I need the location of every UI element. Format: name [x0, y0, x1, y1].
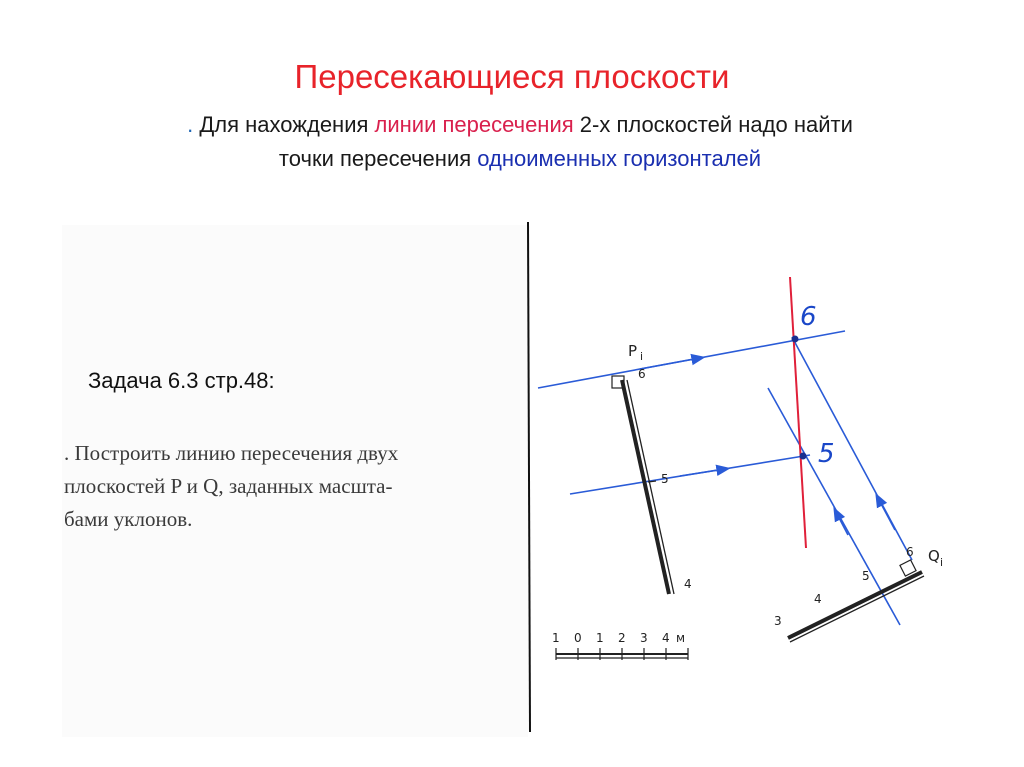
- scale-label-unit: м: [676, 631, 686, 645]
- task-label: Задача 6.3 стр.48:: [88, 368, 275, 393]
- scale-label-4: 4: [662, 631, 670, 645]
- subtitle-line2-pre: точки пересечения: [278, 146, 478, 171]
- q-mark-3: 3: [774, 614, 782, 628]
- plane-q-label: Q: [928, 547, 940, 565]
- horizontal-5-arrow: [680, 469, 725, 476]
- p-mark-4: 4: [684, 577, 692, 591]
- q-slope-scale: [788, 572, 922, 638]
- p-mark-6: 6: [638, 367, 646, 381]
- subtitle-line1-pre: Для нахождения: [199, 112, 375, 137]
- intersection-label-5: 5: [818, 439, 835, 469]
- p-mark-5: 5: [661, 472, 669, 486]
- q-right-angle-marker: [900, 560, 916, 576]
- divider-line: [528, 222, 530, 732]
- task-text-line3: бами уклонов.: [64, 507, 193, 531]
- q-mark-5: 5: [862, 569, 870, 583]
- plane-q-subscript: i: [940, 556, 944, 569]
- subtitle-highlight-intersection-line: линии пересечения: [374, 112, 574, 137]
- scale-label-3: 3: [640, 631, 648, 645]
- horizontal-6-arrow: [640, 358, 700, 369]
- scale-label-2: 2: [618, 631, 626, 645]
- intersection-point-5: [800, 453, 807, 460]
- intersection-point-6: [792, 336, 799, 343]
- q-mark-4: 4: [814, 592, 822, 606]
- slide-title: Пересекающиеся плоскости: [294, 58, 730, 95]
- bullet-dot: .: [187, 112, 194, 137]
- subtitle-highlight-horizontals: одноименных горизонталей: [477, 146, 762, 171]
- q-mark-6: 6: [906, 545, 914, 559]
- task-text-line1: . Построить линию пересечения двух: [64, 441, 399, 465]
- subtitle-line1-post: 2-х плоскостей надо найти: [573, 112, 853, 137]
- scale-label-0: 0: [574, 631, 582, 645]
- scale-label-1b: 1: [596, 631, 604, 645]
- q-horizontal-6-arrow: [878, 498, 895, 530]
- scale-label-1: 1: [552, 631, 560, 645]
- q-horizontal-5-line: [768, 388, 900, 625]
- plane-p-subscript: i: [640, 350, 644, 363]
- intersection-label-6: 6: [800, 302, 817, 332]
- p-slope-scale: [622, 380, 669, 594]
- plane-p-label: P: [628, 342, 638, 360]
- linear-scale: [556, 648, 688, 660]
- task-text-line2: плоскостей P и Q, заданных масшта-: [64, 474, 393, 498]
- q-horizontal-5-arrow: [836, 512, 848, 535]
